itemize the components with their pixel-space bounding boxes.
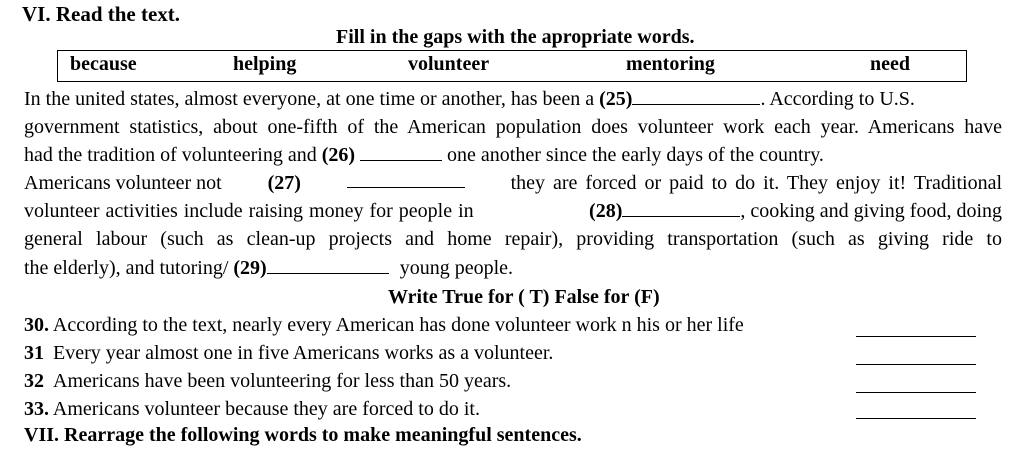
passage-text: young people. — [399, 257, 514, 279]
gap-blank-27[interactable] — [347, 172, 465, 188]
word-box-word: mentoring — [626, 53, 715, 75]
passage-text: one another since the early days of the country. — [447, 144, 824, 166]
word-box-word: helping — [233, 53, 297, 75]
passage-text: Americans volunteer not — [24, 172, 222, 194]
section-vi-heading: VI. Read the text. — [22, 2, 181, 26]
tf-item-number: 32 — [24, 370, 44, 392]
passage-text: . According to U.S. — [760, 88, 915, 110]
passage-text: had the tradition of volunteering and — [24, 144, 317, 166]
passage-text: volunteer activities include raising money for people in — [24, 200, 474, 222]
tf-item — [24, 342, 553, 365]
passage-text: In the united states, almost everyone, at one time or another, has been a — [24, 88, 595, 110]
gap-number: (29) — [233, 257, 267, 279]
tf-item-number: 31 — [24, 342, 44, 364]
tf-item-text: According to the text, nearly every American has done volunteer work n his or her life — [52, 314, 744, 336]
gap-blank-29[interactable] — [267, 258, 389, 274]
tf-answer-line-32[interactable] — [856, 392, 976, 393]
word-box-word: need — [870, 53, 910, 75]
gap-number: (28) — [589, 200, 623, 222]
tf-item-number: 33. — [24, 398, 49, 420]
passage-line — [24, 88, 915, 111]
passage-line — [24, 200, 1002, 223]
passage-text: they are forced or paid to do it. They enjoy it! Traditional — [510, 172, 1002, 194]
gap-blank-25[interactable] — [632, 89, 760, 105]
section-vii-heading: VII. Rearrage the following words to make meaningful sentences. — [24, 424, 582, 446]
tf-answer-line-30[interactable] — [856, 336, 976, 337]
tf-item-text: Americans have been volunteering for less than 50 years. — [53, 370, 512, 392]
tf-item-text: Americans volunteer because they are forced to do it. — [52, 398, 480, 420]
passage-line — [24, 257, 513, 280]
passage-line: government statistics, about one-fifth of the American population does volunteer work each year. Americans have — [24, 116, 1002, 138]
tf-item-number: 30. — [24, 314, 49, 336]
passage-text: the elderly), and tutoring/ — [24, 257, 229, 279]
passage-text: , cooking and giving food, doing — [740, 200, 1002, 222]
gap-blank-26[interactable] — [360, 145, 442, 161]
word-box-word: because — [70, 53, 137, 75]
tf-item — [24, 370, 511, 393]
passage-line — [24, 144, 824, 167]
true-false-heading: Write True for ( T) False for (F) — [388, 286, 660, 308]
gap-number: (25) — [599, 88, 633, 110]
gap-number: (27) — [267, 172, 301, 194]
gap-blank-28[interactable] — [622, 201, 740, 217]
passage-line — [24, 172, 1002, 195]
tf-item — [24, 398, 480, 421]
word-box — [57, 50, 967, 82]
word-box-word: volunteer — [408, 53, 490, 75]
tf-item — [24, 314, 744, 337]
gap-number: (26) — [321, 144, 356, 166]
tf-item-text: Every year almost one in five Americans works as a volunteer. — [53, 342, 554, 364]
passage-line: general labour (such as clean-up projects and home repair), providing transportation (such as giving ride to — [24, 228, 1002, 250]
tf-answer-line-31[interactable] — [856, 364, 976, 365]
gap-fill-instruction: Fill in the gaps with the apropriate words. — [336, 26, 695, 48]
tf-answer-line-33[interactable] — [856, 418, 976, 419]
